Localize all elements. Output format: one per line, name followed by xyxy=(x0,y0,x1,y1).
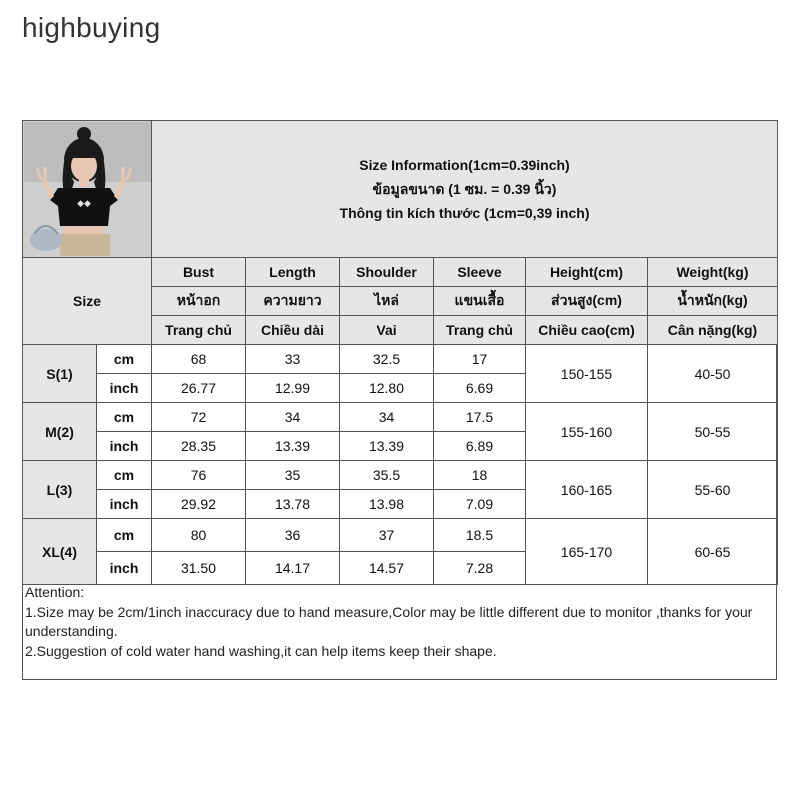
height-range: 165-170 xyxy=(526,519,648,585)
table-cell: 7.28 xyxy=(434,552,526,585)
attention-note-2: 2.Suggestion of cold water hand washing,it can help items keep their shape. xyxy=(25,642,497,659)
col-weight-vi: Cân nặng(kg) xyxy=(648,316,778,345)
col-sleeve-th: แขนเสื้อ xyxy=(434,287,526,316)
col-height-vi: Chiều cao(cm) xyxy=(526,316,648,345)
col-height-en: Height(cm) xyxy=(526,258,648,287)
table-cell: 72 xyxy=(152,403,246,432)
table-cell: 6.69 xyxy=(434,374,526,403)
unit-label: inch xyxy=(97,490,152,519)
size-table xyxy=(22,120,778,585)
table-cell: 18.5 xyxy=(434,519,526,552)
table-cell: 26.77 xyxy=(152,374,246,403)
table-cell: 12.99 xyxy=(246,374,340,403)
size-label: XL(4) xyxy=(23,519,97,585)
col-shoulder-th: ไหล่ xyxy=(340,287,434,316)
unit-label: inch xyxy=(97,374,152,403)
table-cell: 35.5 xyxy=(340,461,434,490)
table-cell: 37 xyxy=(340,519,434,552)
table-cell: 34 xyxy=(246,403,340,432)
unit-label: cm xyxy=(97,345,152,374)
table-cell: 80 xyxy=(152,519,246,552)
table-cell: 7.09 xyxy=(434,490,526,519)
size-header: Size xyxy=(23,258,152,345)
attention-note-1: 1.Size may be 2cm/1inch inaccuracy due to hand measure,Color may be little different due to monitor ,thanks for your understanding. xyxy=(25,603,753,639)
height-range: 155-160 xyxy=(526,403,648,461)
col-shoulder-en: Shoulder xyxy=(340,258,434,287)
table-cell: 12.80 xyxy=(340,374,434,403)
table-cell: 13.98 xyxy=(340,490,434,519)
table-cell: 28.35 xyxy=(152,432,246,461)
title-english: Size Information(1cm=0.39inch) xyxy=(359,157,570,173)
brand-watermark: highbuying xyxy=(22,12,161,43)
table-cell: 17.5 xyxy=(434,403,526,432)
table-cell: 33 xyxy=(246,345,340,374)
table-cell: 36 xyxy=(246,519,340,552)
col-length-vi: Chiều dài xyxy=(246,316,340,345)
attention-notes xyxy=(25,583,775,661)
title-thai: ข้อมูลขนาด (1 ซม. = 0.39 นิ้ว) xyxy=(372,181,557,197)
col-shoulder-vi: Vai xyxy=(340,316,434,345)
unit-label: cm xyxy=(97,403,152,432)
table-cell: 29.92 xyxy=(152,490,246,519)
size-label: S(1) xyxy=(23,345,97,403)
col-height-th: ส่วนสูง(cm) xyxy=(526,287,648,316)
height-range: 150-155 xyxy=(526,345,648,403)
table-cell: 18 xyxy=(434,461,526,490)
col-bust-th: หน้าอก xyxy=(152,287,246,316)
table-cell: 31.50 xyxy=(152,552,246,585)
table-cell: 32.5 xyxy=(340,345,434,374)
size-label: L(3) xyxy=(23,461,97,519)
col-weight-th: น้ำหนัก(kg) xyxy=(648,287,778,316)
col-sleeve-en: Sleeve xyxy=(434,258,526,287)
weight-range: 60-65 xyxy=(648,519,778,585)
table-cell: 34 xyxy=(340,403,434,432)
unit-label: cm xyxy=(97,461,152,490)
product-photo xyxy=(23,121,152,258)
svg-text:◆◆: ◆◆ xyxy=(76,199,91,209)
table-cell: 35 xyxy=(246,461,340,490)
table-cell: 68 xyxy=(152,345,246,374)
col-weight-en: Weight(kg) xyxy=(648,258,778,287)
height-range: 160-165 xyxy=(526,461,648,519)
col-bust-vi: Trang chủ xyxy=(152,316,246,345)
col-length-th: ความยาว xyxy=(246,287,340,316)
size-label: M(2) xyxy=(23,403,97,461)
table-cell: 14.17 xyxy=(246,552,340,585)
model-photo-svg xyxy=(24,122,151,256)
weight-range: 50-55 xyxy=(648,403,778,461)
table-cell: 13.39 xyxy=(246,432,340,461)
attention-heading: Attention: xyxy=(25,584,85,600)
weight-range: 40-50 xyxy=(648,345,778,403)
col-sleeve-vi: Trang chủ xyxy=(434,316,526,345)
title-vietnamese: Thông tin kích thước (1cm=0,39 inch) xyxy=(339,205,590,221)
weight-range: 55-60 xyxy=(648,461,778,519)
table-cell: 13.78 xyxy=(246,490,340,519)
table-cell: 17 xyxy=(434,345,526,374)
col-length-en: Length xyxy=(246,258,340,287)
size-chart xyxy=(22,120,777,680)
unit-label: inch xyxy=(97,552,152,585)
col-bust-en: Bust xyxy=(152,258,246,287)
table-cell: 13.39 xyxy=(340,432,434,461)
unit-label: cm xyxy=(97,519,152,552)
table-cell: 76 xyxy=(152,461,246,490)
table-cell: 14.57 xyxy=(340,552,434,585)
chart-title-cell xyxy=(152,121,778,258)
unit-label: inch xyxy=(97,432,152,461)
table-cell: 6.89 xyxy=(434,432,526,461)
